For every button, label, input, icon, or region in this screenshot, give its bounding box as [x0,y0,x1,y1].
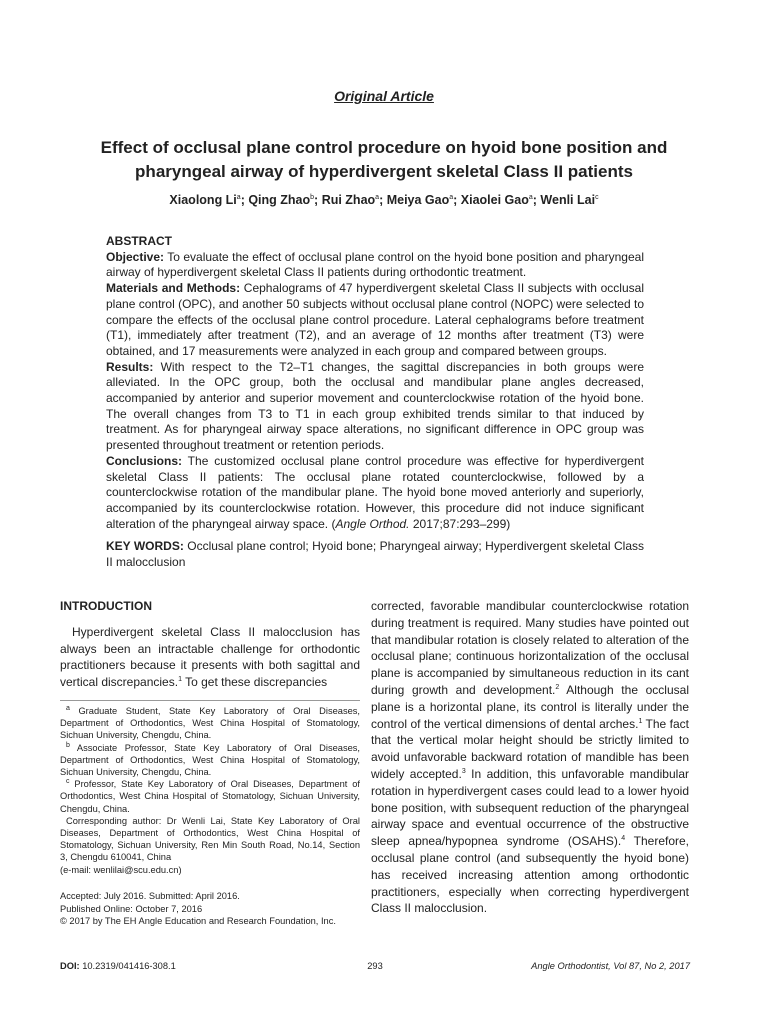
abstract-results: Results: With respect to the T2–T1 changes, the sagittal discrepancies in both groups were alleviated. In the OPC group, both the occlusal and mandibular plane angles decreased, accompanied by anterior and superior movement and counterclockwise rotation of the hyoid bone. The overall changes from T3 to T1 in each group exhibited trends similar to that induced by treatment. As for pharyngeal airway space alterations, no significant difference in OPC group was presented throughout treatment or retention periods. [106,359,644,453]
published-online: Published Online: October 7, 2016 [60,903,203,914]
affiliation-c: $^c$ Professor, State Key Laboratory of Oral Diseases, Department of Orthodontics, West China Hospital of Stomatology, Sichuan University, Chengdu, China. [60,778,360,814]
title-line-2: pharyngeal airway of hyperdivergent skeletal Class II patients [135,162,633,181]
email-link[interactable]: (e-mail: wenlilai@scu.edu.cn) [60,864,182,875]
accepted-date: Accepted: July 2016. Submitted: April 2016. [60,891,240,901]
introduction-continued: corrected, favorable mandibular counterclockwise rotation during treatment is required. Many studies have pointed out that mandibular rotation is closely related to alteration of the occlusal plane; continuous horizontalization of the occlusal plane is accompanied by simultaneous reduction in its cant during growth and development.$^2$ Although the occlusal plane is a horizontal plane, its control is literally under the control of the vertical dimensions of dental arches.$^1$ The fact that the vertical molar height should be strictly limited to avoid unfavorable backward rotation of mandible has been widely accepted.$^3$ In addition, this unfavorable mandibular rotation in hyperdivergent cases could lead to a lower hyoid bone position, with subsequent reduction of the pharyngeal airway space and eventual occurrence of the obstructive sleep apnea/hypopnea syndrome (OSAHS).$^4$ Therefore, occlusal plane control (and subsequently the hyoid bone) has received increasing attention among orthodontic practitioners, especially when correcting hyperdivergent Class II malocclusion. [371,599,689,916]
author: Qing Zhao$^b$; [248,193,322,207]
abstract-objective: Objective: To evaluate the effect of occlusal plane control on the hyoid bone position and pharyngeal airway of hyperdivergent skeletal Class II patients during orthodontic treatment. [106,249,644,280]
copyright: © 2017 by The EH Angle Education and Research Foundation, Inc. [60,916,336,927]
left-column [60,598,360,691]
right-column [371,598,689,917]
title-line-1: Effect of occlusal plane control procedure on hyoid bone position and [100,138,668,157]
author: Xiaolei Gao$^a$; [460,193,541,207]
affiliation-footnotes [60,705,360,876]
affiliation-a: $^a$ Graduate Student, State Key Laboratory of Oral Diseases, Department of Orthodontics, West China Hospital of Stomatology, Sichuan University, Chengdu, China. [60,704,360,741]
author: Xiaolong Li$^a$; [169,193,249,207]
author: Meiya Gao$^a$; [386,193,461,207]
abstract-heading: ABSTRACT [106,234,172,248]
affiliation-b: $^b$ Associate Professor, State Key Laboratory of Oral Diseases, Department of Orthodontics, West China Hospital of Stomatology, Sichuan University, Chengdu, China. [60,741,360,778]
keywords: KEY WORDS: Occlusal plane control; Hyoid bone; Pharyngeal airway; Hyperdivergent skeletal Class II malocclusion [106,539,644,570]
doi[interactable]: DOI: 10.2319/041416-308.1 [60,961,176,971]
journal-citation: Angle Orthodontist, Vol 87, No 2, 2017 [531,961,690,971]
introduction-heading: INTRODUCTION [60,599,152,613]
author: Rui Zhao$^a$; [321,193,387,207]
author: Wenli Lai$^c$ [540,193,599,207]
corresponding-author: Corresponding author: Dr Wenli Lai, State Key Laboratory of Oral Diseases, Department of Orthodontics, West China Hospital of Stomatology, Sichuan University, Ren Min South Road, No.14, Section 3, Chengdu 610041, China [60,815,360,863]
article-title [60,136,708,184]
abstract-conclusions: Conclusions: The customized occlusal plane control procedure was effective for hyperdivergent skeletal Class II patients: The occlusal plane rotated counterclockwise, followed by a counterclockwise rotation of the mandibular plane. The hyoid bone moved anteriorly and superiorly, accompanied by its counterclockwise rotation. However, this procedure did not induce significant alteration of the pharyngeal airway space. (Angle Orthod. 2017;87:293–299) [106,453,644,531]
article-type: Original Article [334,88,434,104]
abstract-methods: Materials and Methods: Cephalograms of 47 hyperdivergent skeletal Class II subjects with occlusal plane control (OPC), and another 50 subjects without occlusal plane control (NOPC) were selected to compare the effects of the occlusal plane control procedure. Lateral cephalograms before treatment (T1), immediately after treatment (T2), and an average of 12 months after treatment (T3) were obtained, and 17 measurements were analyzed in each group and compared between groups. [106,281,644,358]
abstract-block [106,234,644,571]
author-list [60,193,708,207]
page-number: 293 [367,961,383,971]
introduction-paragraph: Hyperdivergent skeletal Class II malocclusion has always been an intractable challenge for orthodontic practitioners because it presents with both sagittal and vertical discrepancies.$^1$ To get these discrepancies [60,624,360,690]
publication-info [60,890,360,928]
footnote-divider [60,700,360,701]
